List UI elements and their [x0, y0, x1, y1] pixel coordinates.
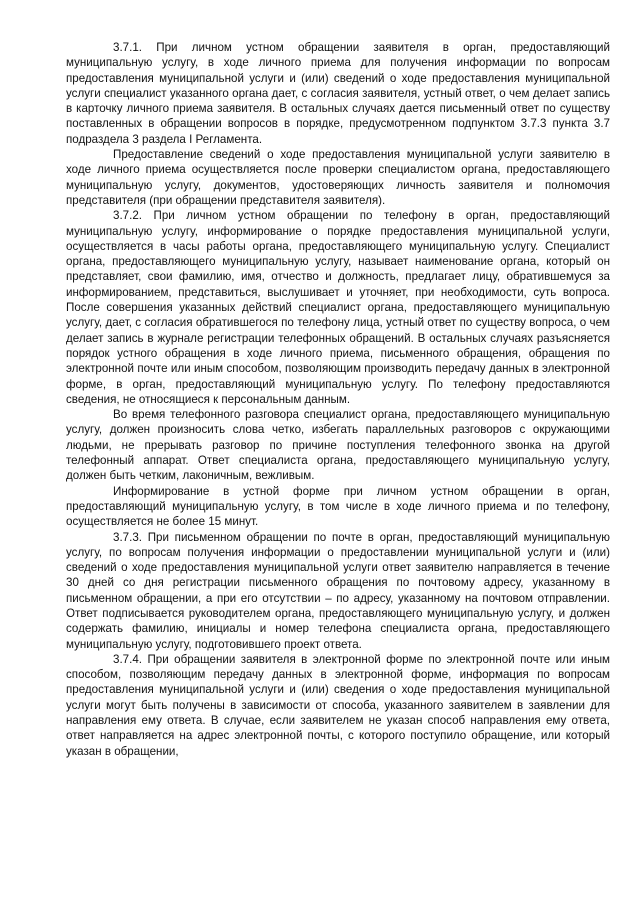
document-page	[66, 40, 610, 759]
paragraph-3-7-3: 3.7.3. При письменном обращении по почте в орган, предоставляющий муниципальную услугу, по вопросам получения информации о предоставлении муниципальной услуги и (или) сведений о ходе предоставления муниципальной услуги ответ заявителю направляется в течение 30 дней со дня регистрации письменного обращения по почтовому адресу, указанному в письменном обращении, а при его отсутствии – по адресу, указанному на почтовом отправлении. Ответ подписывается руководителем органа, предоставляющего муниципальную услугу, и должен содержать фамилию, инициалы и номер телефона специалиста органа, предоставляющего муниципальную услугу, подготовившего проект ответа.	[66, 530, 610, 651]
paragraph-3-7-1: 3.7.1. При личном устном обращении заявителя в орган, предоставляющий муниципальную услугу, в ходе личного приема для получения информации по вопросам предоставления муниципальной услуги и (или) сведений о ходе предоставления муниципальной услуги специалист указанного органа дает, с согласия заявителя, устный ответ, о чем делает запись в карточку личного приема заявителя. В остальных случаях дается письменный ответ по существу поставленных в обращении вопросов в порядке, предусмотренном подпунктом 3.7.3 пункта 3.7 подраздела 3 раздела I Регламента.	[66, 41, 610, 146]
paragraph-oral-info-duration: Информирование в устной форме при личном устном обращении в орган, предоставляющий муниципальную услугу, в том числе в ходе личного приема и по телефону, осуществляется не более 15 минут.	[66, 484, 610, 529]
paragraph-phone-conversation-rules: Во время телефонного разговора специалист органа, предоставляющего муниципальную услугу, должен произносить слова четко, избегать параллельных разговоров с окружающими людьми, не прерывать разговор по причине поступления телефонного звонка на другой телефонный аппарат. Ответ специалиста органа, предоставляющего муниципальную услугу, должен быть четким, лаконичным, вежливым.	[66, 408, 610, 483]
paragraph-3-7-2: 3.7.2. При личном устном обращении по телефону в орган, предоставляющий муниципальную услугу, информирование о порядке предоставления муниципальной услуги, осуществляется в часы работы органа, предоставляющего муниципальную услугу. Специалист органа, предоставляющего муниципальную услугу, называет наименование органа, который он представляет, свои фамилию, имя, отчество и должность, предлагает лицу, обратившемуся за информированием, представиться, выслушивает и уточняет, при необходимости, суть вопроса. После совершения указанных действий специалист органа, предоставляющего муниципальную услугу, дает, с согласия обратившегося по телефону лица, устный ответ по существу вопроса, о чем делает запись в журнале регистрации телефонных обращений. В остальных случаях разъясняется порядок устного обращения в ходе личного приема, письменного обращения, обращения по электронной почте или иным способом, позволяющим производить передачу данных в электронной форме, в орган, предоставляющий муниципальную услугу. По телефону предоставляются сведения, не относящиеся к персональным данным.	[66, 209, 610, 406]
paragraph-personal-reception-info: Предоставление сведений о ходе предоставления муниципальной услуги заявителю в ходе личного приема осуществляется после проверки специалистом органа, предоставляющего муниципальную услугу, документов, удостоверяющих личность заявителя и полномочия представителя (при обращении представителя заявителя).	[66, 148, 610, 207]
paragraph-3-7-4: 3.7.4. При обращении заявителя в электронной форме по электронной почте или иным способом, позволяющим передачу данных в электронной форме, информация по вопросам предоставления муниципальной услуги и (или) сведения о ходе предоставления муниципальной услуги могут быть получены в зависимости от способа, указанного заявителем в заявлении для направления ему ответа. В случае, если заявителем не указан способ направления ему ответа, ответ направляется на адрес электронной почты, с которого поступило обращение, или который указан в обращении,	[66, 652, 610, 758]
